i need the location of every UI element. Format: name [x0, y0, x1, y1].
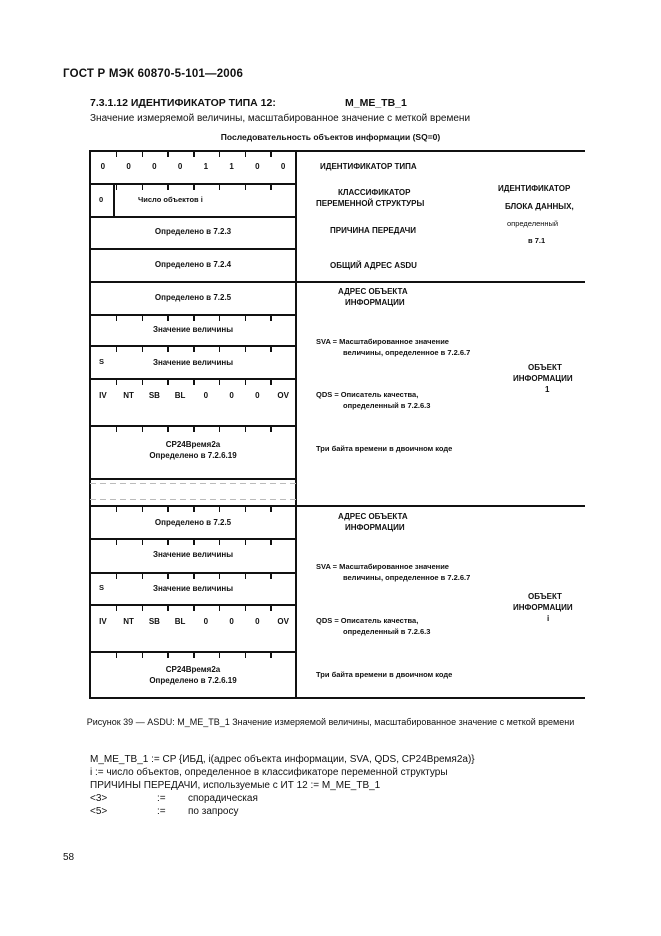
bit: 0 [255, 162, 260, 171]
qds-label-1a: QDS = Описатель качества, [316, 390, 419, 399]
qds-bit: 0 [203, 391, 209, 400]
bit-tick [270, 606, 272, 611]
sva-label-1a: SVA = Масштабированное значение [316, 337, 449, 346]
bit-tick [245, 574, 247, 579]
bit-tick [116, 606, 118, 611]
qds-bit: IV [99, 391, 107, 400]
qds-bit: 0 [203, 617, 209, 626]
bit-tick [142, 540, 144, 545]
vsq-divider [113, 183, 115, 216]
bit: 1 [203, 162, 209, 171]
bit-tick [245, 606, 247, 611]
section-title: 7.3.1.12 ИДЕНТИФИКАТОР ТИПА 12: [90, 97, 276, 109]
bit: 0 [126, 162, 131, 171]
bit: 1 [229, 162, 234, 171]
bit-tick [219, 380, 221, 385]
qds-bit: BL [174, 391, 186, 400]
bit-tick [270, 427, 272, 432]
cause-assign: := [157, 806, 166, 817]
qds-bit: 0 [229, 617, 234, 626]
qds-bit: NT [123, 617, 134, 626]
qds-bit: OV [277, 617, 289, 626]
bit-tick [167, 380, 169, 385]
sva-label-ib: величины, определенное в 7.2.6.7 [343, 573, 471, 582]
object-1-label-a: ОБЪЕКТ [528, 363, 562, 372]
bit-tick [245, 152, 247, 157]
bit-tick [219, 316, 221, 321]
bit-tick [167, 507, 169, 512]
dui-label-1: ИДЕНТИФИКАТОР [498, 184, 571, 193]
qds-label-ib: определенный в 7.2.6.3 [343, 627, 431, 636]
definition-line-1: M_ME_TB_1 := CP {ИБД, i(адрес объекта информации, SVA, QDS, CP24Время2a)} [90, 754, 475, 765]
dui-label-4: в 7.1 [528, 236, 546, 245]
qds-bit: SB [148, 617, 160, 626]
bit-tick [245, 347, 247, 352]
bit-tick [270, 574, 272, 579]
cause-text: спорадическая [188, 793, 258, 804]
bit-tick [245, 427, 247, 432]
bit-tick [270, 152, 272, 157]
type-id-label: ИДЕНТИФИКАТОР ТИПА [320, 162, 417, 171]
bit-tick [219, 653, 221, 658]
continuation-dash [90, 483, 296, 484]
bit-tick [142, 316, 144, 321]
bit-tick [193, 152, 195, 157]
bit-tick [219, 540, 221, 545]
object-i-label-c: i [547, 614, 550, 623]
section-subtitle: Значение измеряемой величины, масштабированное значение с меткой времени [90, 113, 471, 124]
bit-tick [193, 185, 195, 190]
time-label-i: Три байта времени в двоичном коде [316, 670, 453, 679]
bit-tick [270, 507, 272, 512]
bit-tick [193, 540, 195, 545]
cp24-label-i: CP24Время2a [165, 665, 221, 674]
value-cell-1b: Значение величины [152, 358, 234, 367]
bit-tick [142, 653, 144, 658]
bit-tick [167, 347, 169, 352]
bit-tick [193, 653, 195, 658]
vsq-label-2: ПЕРЕМЕННОЙ СТРУКТУРЫ [316, 199, 425, 208]
qds-bits-i [90, 617, 296, 626]
qds-bit: NT [123, 391, 134, 400]
bit-tick [193, 380, 195, 385]
bit-tick [270, 540, 272, 545]
cot-cell: Определено в 7.2.3 [154, 227, 232, 236]
qds-bit: SB [148, 391, 160, 400]
row-sep [89, 248, 297, 250]
bit-tick [167, 427, 169, 432]
figure-caption: Рисунок 39 — ASDU: M_ME_TB_1 Значение измеряемой величины, масштабированное значение с меткой времени [86, 717, 575, 727]
bit-tick [116, 347, 118, 352]
bit-tick [116, 574, 118, 579]
definition-line-3: ПРИЧИНЫ ПЕРЕДАЧИ, используемые с ИТ 12 := M_ME_TB_1 [90, 780, 381, 791]
bit-tick [245, 653, 247, 658]
bit-tick [116, 653, 118, 658]
bit-tick [193, 316, 195, 321]
ioa-label-ia: АДРЕС ОБЪЕКТА [338, 512, 408, 521]
cot-label: ПРИЧИНА ПЕРЕДАЧИ [330, 226, 416, 235]
value-cell-ia: Значение величины [152, 550, 234, 559]
vsq-label-1: КЛАССИФИКАТОР [338, 188, 411, 197]
bit-tick [245, 316, 247, 321]
bit-tick [219, 185, 221, 190]
row-sep [89, 478, 297, 480]
bit-tick [116, 185, 118, 190]
qds-label-1b: определенный в 7.2.6.3 [343, 401, 431, 410]
definition-line-2: i := число объектов, определенное в классификаторе переменной структуры [90, 767, 448, 778]
bit-tick [116, 380, 118, 385]
sva-label-ia: SVA = Масштабированное значение [316, 562, 449, 571]
ioa-label-1b: ИНФОРМАЦИИ [345, 298, 405, 307]
sva-label-1b: величины, определенное в 7.2.6.7 [343, 348, 471, 357]
row-sep [89, 281, 585, 283]
continuation-dash [90, 499, 296, 500]
frame-top [89, 150, 585, 152]
ioa-cell-i: Определено в 7.2.5 [154, 518, 232, 527]
bit-tick [219, 427, 221, 432]
asdu-address-cell: Определено в 7.2.4 [154, 260, 232, 269]
bit-tick [116, 540, 118, 545]
page-number: 58 [63, 852, 75, 863]
object-i-label-a: ОБЪЕКТ [528, 592, 562, 601]
qds-bit: 0 [229, 391, 234, 400]
cp24-label-1: CP24Время2a [165, 440, 221, 449]
bit-tick [219, 606, 221, 611]
cause-code: <5> [90, 806, 108, 817]
bit-tick [167, 606, 169, 611]
bit-tick [270, 185, 272, 190]
time-label-1: Три байта времени в двоичном коде [316, 444, 453, 453]
qds-bit: BL [174, 617, 186, 626]
row-sep [89, 216, 297, 218]
cause-text: по запросу [188, 806, 239, 817]
bit-tick [167, 185, 169, 190]
bit-tick [219, 152, 221, 157]
ioa-label-1a: АДРЕС ОБЪЕКТА [338, 287, 408, 296]
bit-tick [193, 507, 195, 512]
sign-bit-1: S [99, 357, 105, 366]
dui-label-3: определенный [507, 219, 559, 228]
section-type-id: M_ME_TB_1 [345, 97, 407, 109]
cp24-def-i: Определено в 7.2.6.19 [149, 676, 237, 685]
bit-tick [167, 540, 169, 545]
frame-bottom [89, 697, 585, 699]
bit-tick [167, 152, 169, 157]
document-header: ГОСТ Р МЭК 60870-5-101—2006 [63, 68, 244, 80]
qds-label-ia: QDS = Описатель качества, [316, 616, 419, 625]
bit-tick [167, 574, 169, 579]
object-i-label-b: ИНФОРМАЦИИ [513, 603, 573, 612]
bit-tick [116, 152, 118, 157]
bit-tick [116, 427, 118, 432]
vsq-sq-bit: 0 [99, 195, 104, 204]
bit-tick [167, 316, 169, 321]
bit-tick [193, 427, 195, 432]
number-of-objects: Число объектов i [138, 195, 203, 204]
bit-tick [219, 347, 221, 352]
qds-bit: OV [277, 391, 289, 400]
bit-tick [270, 316, 272, 321]
bit-tick [142, 574, 144, 579]
asdu-address-label: ОБЩИЙ АДРЕС ASDU [330, 261, 417, 270]
bit: 0 [177, 162, 183, 171]
object-1-label-c: 1 [545, 385, 550, 394]
bit-tick [142, 152, 144, 157]
ioa-cell-1: Определено в 7.2.5 [154, 293, 232, 302]
bit: 0 [100, 162, 106, 171]
bit-tick [142, 380, 144, 385]
dui-label-2: БЛОКА ДАННЫХ, [505, 202, 574, 211]
bit-tick [219, 574, 221, 579]
bit-tick [193, 606, 195, 611]
bit-tick [116, 316, 118, 321]
ioa-label-ib: ИНФОРМАЦИИ [345, 523, 405, 532]
bit-tick [245, 540, 247, 545]
qds-bits-1 [90, 391, 296, 400]
cause-assign: := [157, 793, 166, 804]
sign-bit-i: S [99, 583, 105, 592]
bit-tick [193, 347, 195, 352]
value-cell-1a: Значение величины [152, 325, 234, 334]
qds-bit: 0 [255, 391, 260, 400]
bit-tick [270, 653, 272, 658]
qds-bit: 0 [255, 617, 260, 626]
cause-code: <3> [90, 793, 108, 804]
type-id-bits [90, 162, 296, 171]
bit-tick [245, 507, 247, 512]
bit-tick [142, 347, 144, 352]
object-1-label-b: ИНФОРМАЦИИ [513, 374, 573, 383]
bit-tick [142, 185, 144, 190]
row-sep [89, 505, 585, 507]
bit-tick [245, 380, 247, 385]
qds-bit: IV [99, 617, 107, 626]
bit-tick [142, 427, 144, 432]
value-cell-ib: Значение величины [152, 584, 234, 593]
bit: 0 [152, 162, 157, 171]
bit-tick [142, 507, 144, 512]
bit-tick [167, 653, 169, 658]
bit-tick [270, 380, 272, 385]
bit-tick [142, 606, 144, 611]
sequence-title: Последовательность объектов информации (SQ=0) [220, 132, 441, 142]
bit-tick [219, 507, 221, 512]
bit: 0 [280, 162, 286, 171]
bit-tick [270, 347, 272, 352]
cp24-def-1: Определено в 7.2.6.19 [149, 451, 237, 460]
bit-tick [193, 574, 195, 579]
bit-tick [245, 185, 247, 190]
bit-tick [116, 507, 118, 512]
